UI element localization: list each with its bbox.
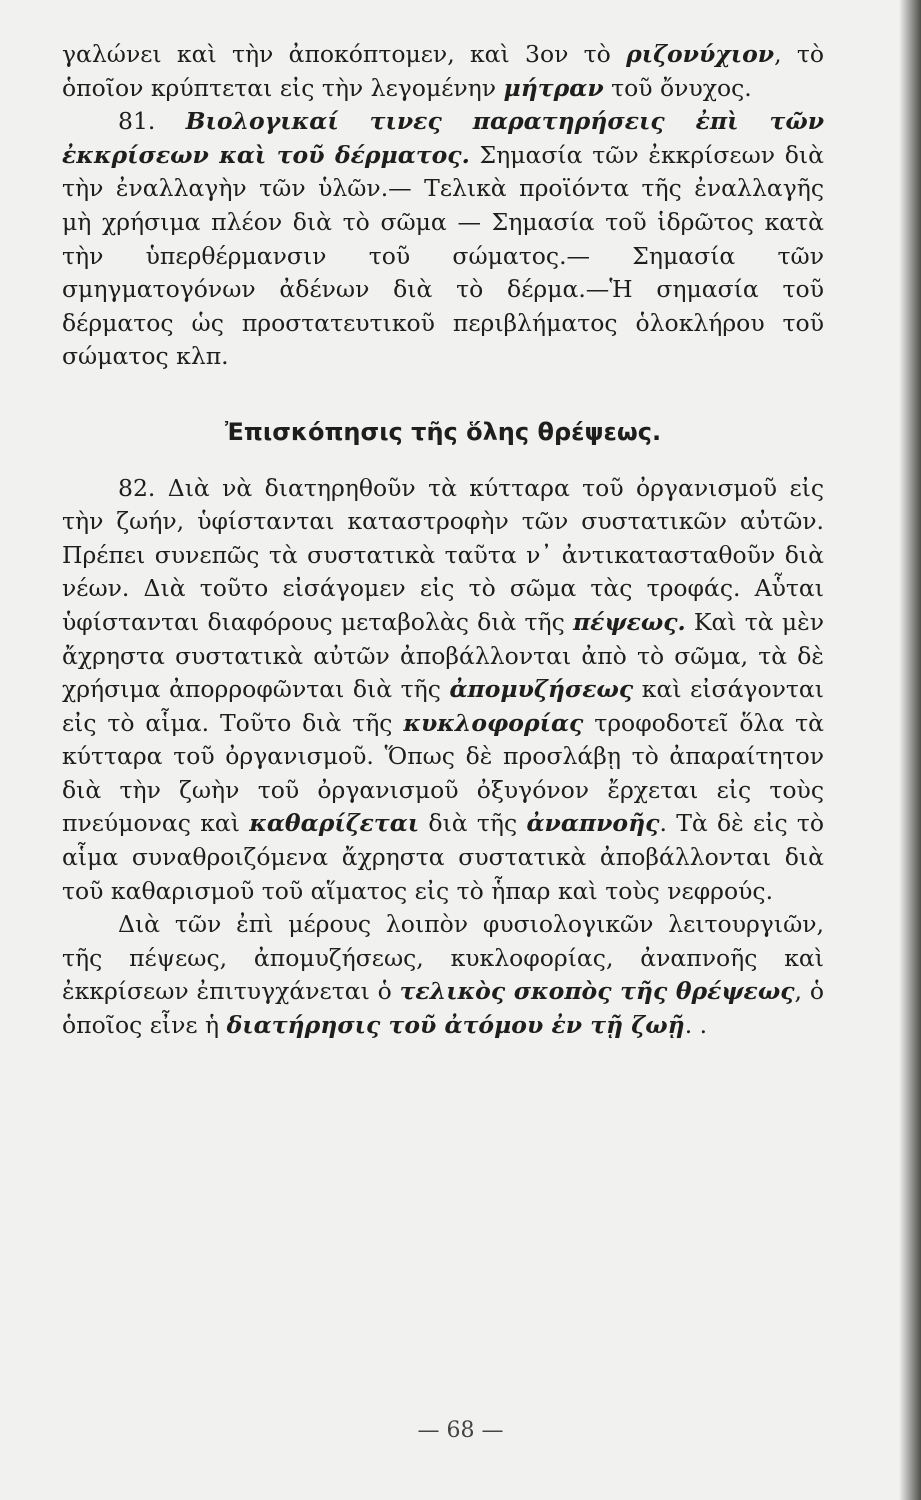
text-run: τροφοδοτεῖ ὅλα τὰ κύτταρα τοῦ ὀργανισμοῦ. Ὅπως δὲ προσλάβῃ τὸ ἀπαραίτητον διὰ τὴν ζωὴν τοῦ ὀργανισμοῦ ὀξυγόνον ἔρχεται εἰς τοὺς πνεύμονας καὶ: [62, 708, 824, 838]
bold-term: ἀναπνοῆς: [526, 809, 660, 838]
section-number: 82.: [118, 473, 156, 502]
section-heading: Ἐπισκόπησις τῆς ὅλης θρέψεως.: [224, 417, 662, 446]
bold-term: διατήρησις τοῦ ἀτόμου ἐν τῇ ζωῇ: [226, 1011, 685, 1040]
section-number: 81.: [118, 107, 156, 136]
section-title: Βιολογικαί τινες παρατηρήσεις ἐπὶ τῶν ἐκκρίσεων καὶ τοῦ δέρματος.: [62, 107, 824, 169]
text-run: Καὶ τὰ μὲν ἄχρηστα συστατικὰ αὐτῶν ἀποβάλλονται ἀπὸ τὸ σῶμα, τὰ δὲ χρήσιμα ἀπορροφῶνται διὰ τῆς: [62, 607, 825, 704]
text-run: Διὰ νὰ διατηρηθοῦν τὰ κύτταρα τοῦ ὀργανισμοῦ εἰς τὴν ζωήν, ὑφίστανται καταστροφὴν τῶν συστατικῶν αὐτῶν. Πρέπει συνεπῶς τὰ συστατικὰ ταῦτα ν᾿ ἀντικατασταθοῦν διὰ νέων. Διὰ τοῦτο εἰσάγομεν εἰς τὸ σῶμα τὰς τροφάς. Αὗται ὑφίστανται διαφόρους μεταβολὰς διὰ τῆς: [62, 473, 824, 636]
text-run: τοῦ ὄνυχος.: [603, 73, 752, 102]
bold-term: μήτραν: [503, 73, 604, 102]
section-82-paragraph: [62, 472, 824, 909]
text-run: , ὁ ὁποῖος εἶνε ἡ: [62, 977, 824, 1040]
text-run: . .: [684, 1011, 708, 1040]
bold-term: πέψεως.: [572, 607, 686, 636]
bold-term: κυκλοφορίας: [403, 708, 584, 737]
page-body: [62, 38, 824, 1043]
page-number: — 68 —: [417, 1418, 504, 1443]
text-run: γαλώνει καὶ τὴν ἀποκόπτομεν, καὶ 3ον τὸ: [62, 40, 627, 68]
conclusion-paragraph: [62, 908, 824, 1042]
top-fragment-paragraph: [62, 38, 824, 105]
section-body: Σημασία τῶν ἐκκρίσεων διὰ τὴν ἐναλλαγὴν τῶν ὑλῶν.— Τελικὰ προϊόντα τῆς ἐναλλαγῆς μὴ χρήσιμα πλέον διὰ τὸ σῶμα — Σημασία τοῦ ἱδρῶτος κατὰ τὴν ὑπερθέρμανσιν τοῦ σώματος.— Σημασία τῶν σμηγματογόνων ἀδένων διὰ τὸ δέρμα.—Ἡ σημασία τοῦ δέρματος ὡς προστατευτικοῦ περιβλήματος ὁλοκλήρου τοῦ σώματος κλπ.: [62, 140, 825, 371]
bold-term: καθαρίζεται: [249, 809, 420, 838]
text-run: Διὰ τῶν ἐπὶ μέρους λοιπὸν φυσιολογικῶν λειτουργιῶν, τῆς πέψεως, ἀπομυζήσεως, κυκλοφορίας, ἀναπνοῆς καὶ ἐκκρίσεων ἐπιτυγχάνεται ὁ: [62, 910, 824, 1006]
page-edge-shadow: [899, 0, 921, 1500]
text-run: καὶ εἰσάγονται εἰς τὸ αἷμα. Τοῦτο διὰ τῆς: [62, 675, 824, 737]
bold-term: ἀπομυζήσεως: [449, 675, 634, 704]
section-81-paragraph: [62, 105, 824, 374]
text-run: . Τὰ δὲ εἰς τὸ αἷμα συναθροιζόμενα ἄχρηστα συστατικὰ ἀποβάλλονται διὰ τοῦ καθαρισμοῦ τοῦ αἵματος εἰς τὸ ἧπαρ καὶ τοὺς νεφρούς.: [62, 809, 825, 905]
text-run: , τὸ ὁποῖον κρύπτεται εἰς τὴν λεγομένην: [62, 40, 824, 102]
text-run: διὰ τῆς: [419, 809, 527, 838]
bold-term: ριζονύχιον: [626, 40, 775, 68]
bold-term: τελικὸς σκοπὸς τῆς θρέψεως: [399, 977, 795, 1006]
